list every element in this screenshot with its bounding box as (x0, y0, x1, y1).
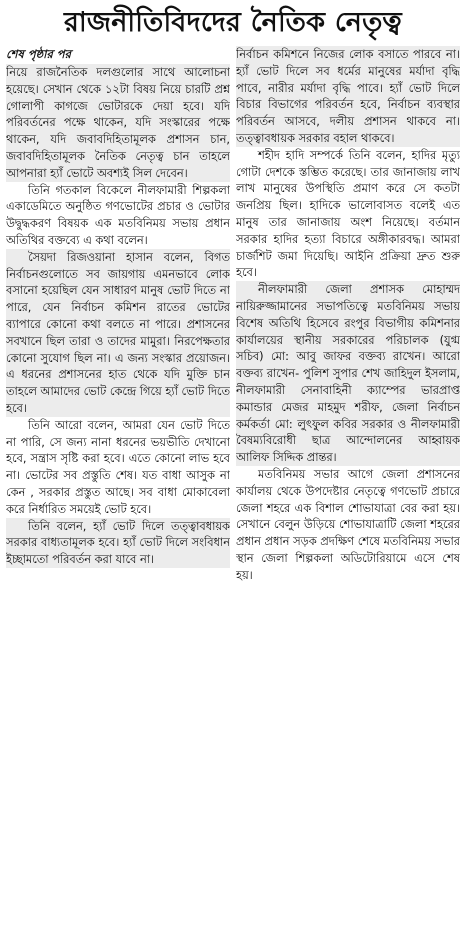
article-headline: রাজনীতিবিদদের নৈতিক নেতৃত্ব (64, 7, 402, 38)
continued-label: শেষ পৃষ্ঠার পর (6, 47, 71, 61)
paragraph: মতবিনিময় সভার আগে জেলা প্রশাসনের কার্যালয় থেকে উপদেষ্টার নেতৃত্বে গণভোট প্রচারে জেলা শহরে এক বিশাল শোভাযাত্রা বের করা হয়। সেখানে বেলুন উড়িয়ে শোভাযাত্রাটি জেলা শহরের প্রধান প্রধান সড়ক প্রদক্ষিণ শেষে মতবিনিময় সভার স্থান জেলা শিল্পকলা অডিটোরিয়ামে এসে শেষ হয়। (236, 466, 460, 582)
paragraph: নির্বাচন কমিশনে নিজের লোক বসাতে পারবে না। হ্যাঁ ভোট দিলে সব ধর্মের মানুষের মর্যাদা বৃদ্ধি পাবে, নারীর মর্যাদা বৃদ্ধি পাবে। হ্যাঁ ভোট দিলে বিচার বিভাগের পরিবর্তন হবে, নির্বাচন ব্যবস্থার পরিবর্তন আসবে, দলীয় প্রশাসন থাকবে না। তত্ত্বাবধায়ক সরকার বহাল থাকবে। (236, 47, 460, 145)
paragraph: নীলফামারী জেলা প্রশাসক মোহাম্মদ নায়িরুজ্জামানের সভাপতিত্বে মতবিনিময় সভায় বিশেষ অতিথি হিসেবে রংপুর বিভাগীয় কমিশনার কার্যালয়ের স্থানীয় সরকারের পরিচালক (যুগ্ম সচিব) মো: আবু জাফর বক্তব্য রাখেন। আরো বক্তব্য রাখেন- পুলিশ সুপার শেখ জাহিদুল ইসলাম, নীলফামারী সেনাবাহিনী ক্যাম্পের ভারপ্রাপ্ত কমান্ডার মেজর মাহমুদ শরীফ, জেলা নির্বাচন কর্মকর্তা মো: লুৎফুল কবির সরকার ও নীলফামারী বৈষম্যবিরোধী ছাত্র আন্দোলনের আহ্বায়ক আলিফ সিদ্দিক প্রান্তর। (236, 282, 460, 465)
article-body (6, 46, 460, 934)
column-left (6, 46, 230, 934)
paragraph: সৈয়দা রিজওয়ানা হাসান বলেন, বিগত নির্বাচনগুলোতে সব জায়গায় এমনভাবে লোক বসানো হয়েছিল যেন সাধারণ মানুষ ভোট দিতে না পারে, যেন নির্বাচন কমিশন রাতের ভোটের ব্যাপারে কোনো কথা বলতে না পারে। প্রশাসনের সবখানে ছিল তারা ও তাদের মামুরা। নিরপেক্ষতার কোনো সুযোগ ছিল না। এ জন্য সংস্কার প্রয়োজন। এ ধরনের প্রশাসনের হাত থেকে যদি মুক্তি চান তাহলে আমাদের ভোট কেন্দ্রে গিয়ে হ্যাঁ ভোট দিতে হবে। (6, 249, 230, 415)
paragraph: শহীদ হাদি সম্পর্কে তিনি বলেন, হাদির মৃত্যু গোটা দেশকে স্তম্ভিত করেছে। তার জানাজায় লাখ লাখ মানুষের উপস্থিতি প্রমাণ করে সে কতটা জনপ্রিয় ছিল। হাদিকে ভালোবাসত বলেই এত মানুষ তার জানাজায় অংশ নিয়েছে। বর্তমান সরকার হাদির হত্যা বিচারে অঙ্গীকারবদ্ধ। আমরা চার্জশিট জমা দিয়েছি। আইনি প্রক্রিয়া দ্রুত শুরু হবে। (236, 147, 460, 280)
paragraph: তিনি গতকাল বিকেলে নীলফামারী শিল্পকলা একাডেমিতে অনুষ্ঠিত গণভোটের প্রচার ও ভোটার উদ্বুদ্ধকরণ বিষয়ক এক মতবিনিময় সভায় প্রধান অতিথির বক্তব্যে এ কথা বলেন। (6, 182, 230, 247)
paragraph: তিনি বলেন, হ্যাঁ ভোট দিলে তত্ত্বাবধায়ক সরকার বাধ্যতামূলক হবে। হ্যাঁ ভোট দিলে সংবিধান ইচ্ছামতো পরিবর্তন করা যাবে না। (6, 518, 230, 567)
paragraph: নিয়ে রাজনৈতিক দলগুলোর সাথে আলোচনা হয়েছে। সেখান থেকে ১২টা বিষয় নিয়ে চারটি প্রশ্ন গোলাপী কাগজে ভোটারকে দেয়া হবে। যদি পরিবর্তনের পক্ষে থাকেন, যদি সংস্কারের পক্ষে থাকেন, যদি জবাবদিহিতামূলক প্রশাসন চান, জবাবদিহিতামূলক নৈতিক নেতৃত্ব চান তাহলে আপনারা হ্যাঁ ভোটে অবশ্যই সিল দেবেন। (6, 65, 230, 180)
column-right (236, 46, 460, 934)
paragraph: তিনি আরো বলেন, আমরা যেন ভোট দিতে না পারি, সে জন্য নানা ধরনের ভয়ভীতি দেখানো হবে, সন্ত্রাস সৃষ্টি করা হবে। এতে কোনো লাভ হবে না। ভোটের সব প্রস্তুতি শেষ। যত বাধা আসুক না কেন , সরকার প্রস্তুত আছে। সব বাধা মোকাবেলা করে নির্ধারিত সময়েই ভোট হবে। (6, 417, 230, 516)
